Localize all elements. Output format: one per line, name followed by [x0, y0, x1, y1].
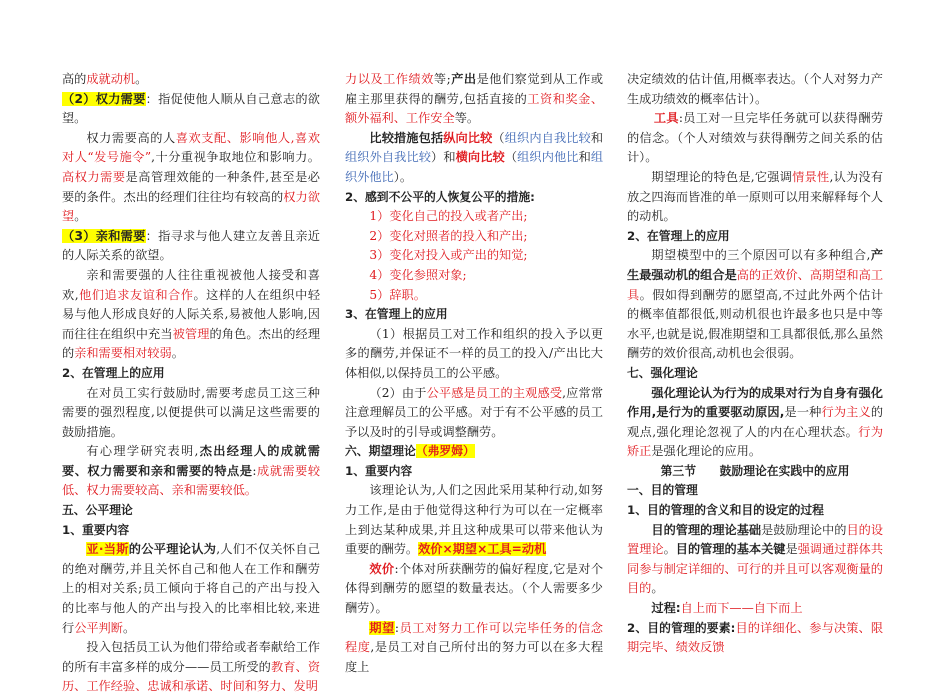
section-heading: 一、目的管理 [627, 483, 698, 498]
paragraph: 决定绩效的估计值,用概率表达。（个人对努力产生成功绩效的概率估计）。 [627, 72, 883, 106]
section-heading-expectancy: 六、期望理论（弗罗姆） [345, 444, 475, 459]
vroom-name: （弗罗姆） [415, 444, 475, 459]
inputs-paragraph: 投入包括员工认为他们带给或者奉献给工作的所有丰富多样的成分——员工所受的教育、资历、工作经验、忠诚和承诺、时间和努力、发明 [62, 640, 321, 694]
chapter-section-title: 第三节 鼓励理论在实践中的应用 [660, 463, 850, 478]
motivation-formula: 效价×期望×工具=动机 [418, 542, 547, 557]
equity-theory-paragraph: 亚·当斯的公平理论认为,人们不仅关怀自己的绝对酬劳,并且关怀自己和他人在工作和酬劳上的相对关系;员工倾向于将自己的产出与投入的比率与他人的产出与投入的比率相比较,来进行公平判断。 [62, 542, 321, 635]
valence-paragraph: 效价:个体对所获酬劳的偏好程度,它是对个体得到酬劳的愿望的数量表达。（个人需要多少酬劳）。 [345, 561, 604, 616]
power-need-paragraph: 权力需要高的人喜欢支配、影响他人,喜欢对人“发号施令”,十分重视争取地位和影响力。高权力需要是高管理效能的一种条件,甚至是必要的条件。杰出的经理们往往均有较高的权力欲望。 [62, 130, 321, 224]
paragraph: （1）根据员工对工作和组织的投入予以更多的酬劳,并保证不一样的员工的投入/产出比大体相似,以保持员工的公平感。 [345, 326, 603, 380]
process-line: 过程:自上而下——自下而上 [651, 601, 803, 616]
list-item: 4）变化参照对象; [369, 267, 467, 282]
instrumentality-paragraph: 工具:员工对一旦完毕任务就可以获得酬劳的信念。（个人对绩效与获得酬劳之间关系的估计）。 [627, 111, 884, 165]
section-heading: 3、在管理上的应用 [345, 307, 448, 322]
expectancy-definition: 期望:员工对努力工作可以完毕任务的信念程度,是员工对自己所付出的努力可以在多大程度上 [345, 620, 604, 674]
affiliation-need-paragraph: 亲和需要强的人往往重视被他人接受和喜欢,他们追求友谊和合作。这样的人在组织中轻易与他人形成良好的人际关系,易被他人影响,因而往往在组织中充当被管理的角色。杰出的经理的亲和需要相对较弱。 [62, 267, 321, 361]
section-heading-equity: 五、公平理论 [62, 503, 133, 518]
section-heading: 2、在管理上的应用 [627, 228, 730, 243]
section-heading: 2、感到不公平的人恢复公平的措施: [345, 189, 535, 204]
column-right [627, 70, 883, 658]
mbo-paragraph: 目的管理的理论基础是鼓励理论中的目的设置理论。目的管理的基本关键是强调通过群体共同参与制定详细的、可行的并且可以客观衡量的目的。 [627, 522, 884, 596]
list-item: 2）变化对照者的投入和产出; [369, 228, 528, 243]
column-middle [345, 70, 603, 677]
reinforcement-paragraph: 强化理论认为行为的成果对行为自身有强化作用,是行为的重要驱动原因,是一种行为主义的观点,强化理论忽视了人的内在心理状态。行为矫正是强化理论的应用。 [627, 385, 884, 459]
outputs-paragraph: 力以及工作绩效等;产出是他们察觉到从工作或雇主那里获得的酬劳,包括直接的工资和奖金、额外福利、工作安全等。 [345, 72, 604, 126]
mbo-elements: 2、目的管理的要素:目的详细化、参与决策、限期完毕、绩效反馈 [627, 620, 884, 655]
subsection-heading: 1、目的管理的含义和目的设定的过程 [627, 503, 824, 518]
list-item: 1）变化自己的投入或者产出; [369, 209, 528, 224]
subsection-heading: 1、重要内容 [345, 463, 413, 478]
affiliation-need-label: （3）亲和需要 [62, 228, 146, 243]
power-need-label: （2）权力需要 [62, 91, 146, 106]
list-item: 5）辞职。 [369, 287, 426, 302]
subsection-heading: 1、重要内容 [62, 522, 130, 537]
expectancy-paragraph: 该理论认为,人们之因此采用某种行动,如努力工作,是由于他觉得这种行为可以在一定概率上到达某种成果,并且这种成果可以带来他认为重要的酬劳。效价×期望×工具=动机 [345, 483, 603, 557]
combination-paragraph: 期望模型中的三个原因可以有多种组合,产生最强动机的组合是高的正效价、高期望和高工具。假如得到酬劳的愿望高,不过此外两个估计的概率值都很低,则动机很也许最多也只是中等水平,也就是说,假准期望和工具都很低,那么虽然酬劳的效价很高,动机也会很弱。 [627, 248, 884, 361]
comparison-paragraph: 比较措施包括纵向比较（组织内自我比较和组织外自我比较）和横向比较（组织内他比和组织外他比）。 [345, 130, 604, 184]
section-heading-reinforcement: 七、强化理论 [627, 365, 698, 380]
perception-paragraph: （2）由于公平感是员工的主观感受,应常常注意理解员工的公平感。对于有不公平感的员工予以及时的引导或调整酬劳。 [345, 385, 604, 439]
affiliation-need-definition: （3）亲和需要：指寻求与他人建立友善且亲近的人际关系的欲望。 [62, 228, 320, 263]
list-item: 3）变化对投入或产出的知觉; [369, 248, 528, 263]
column-left [62, 70, 320, 697]
power-need-definition: （2）权力需要：指促使他人顺从自己意志的欲望。 [62, 91, 320, 126]
research-paragraph: 有心理学研究表明,杰出经理人的成就需要、权力需要和亲和需要的特点是:成就需要较低、权力需要较高、亲和需要较低。 [62, 444, 321, 498]
adams-name: 亚·当斯 [86, 542, 129, 557]
expectancy-feature-paragraph: 期望理论的特色是,它强调情景性,认为没有放之四海而皆准的单一原则可以用来解释每个人的动机。 [627, 169, 884, 224]
section-heading: 2、在管理上的应用 [62, 365, 165, 380]
paragraph-achievement-tail: 高的成就动机。 [62, 72, 148, 86]
paragraph: 在对员工实行鼓励时,需要考虑员工这三种需要的强烈程度,以便提供可以满足这些需要的鼓励措施。 [62, 385, 320, 439]
